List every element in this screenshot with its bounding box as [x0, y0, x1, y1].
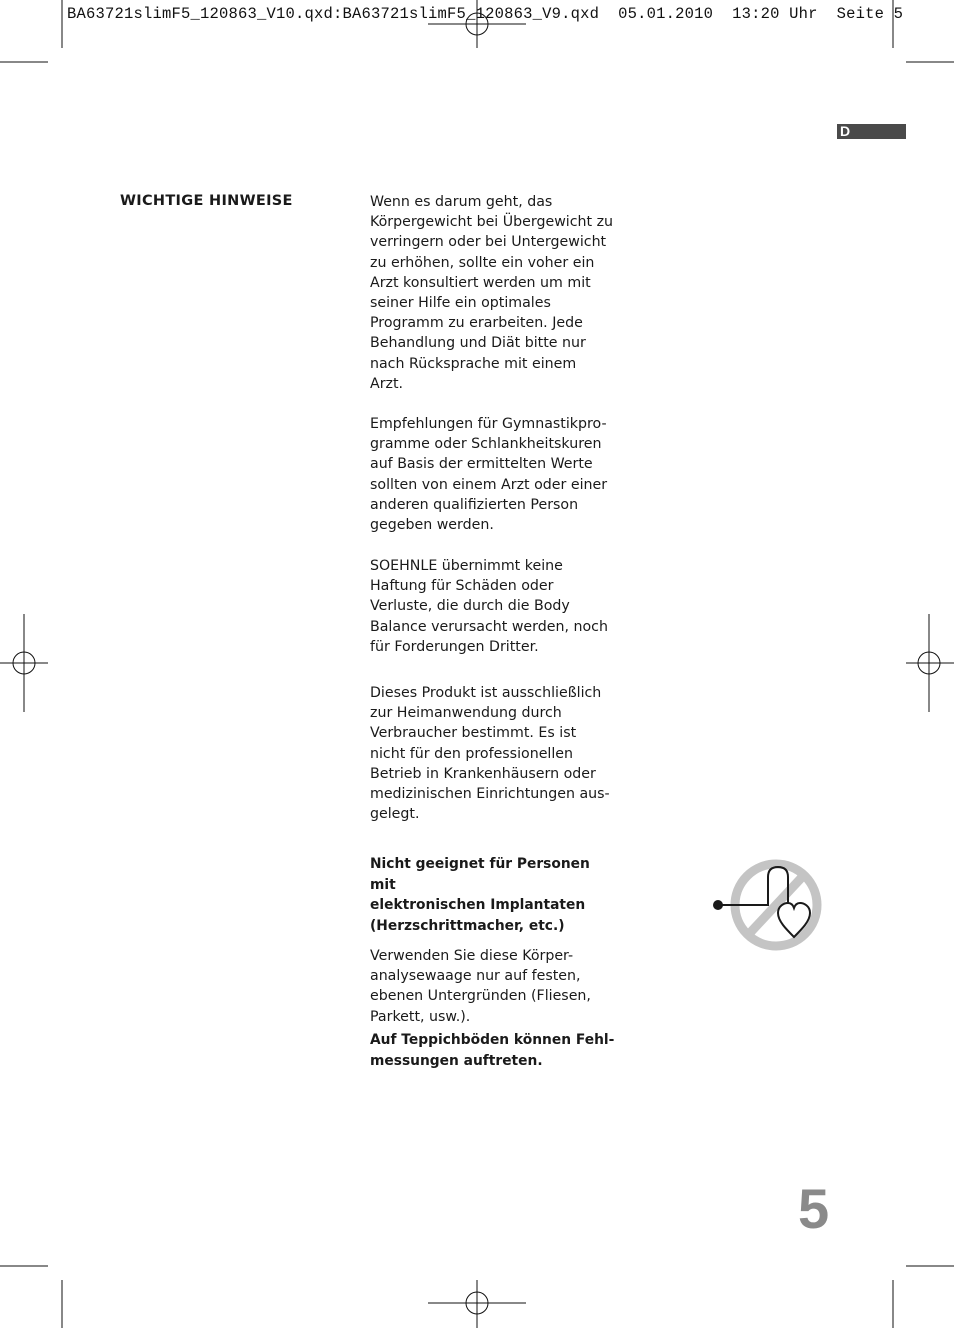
paragraph-carpet-warning: Auf Teppichböden können Fehl- messungen auftreten. — [370, 1032, 615, 1069]
paragraph-exercise-recommendations: Empfehlungen für Gymnastikpro- gramme oder Schlankheitskuren auf Basis der ermittelten Werte sollten von einem Arzt oder einer anderen qualifizierten Person gegeben werden. — [370, 416, 608, 534]
print-slug-line: BA63721slimF5_120863_V10.qxd:BA63721slimF5_120863_V9.qxd 05.01.2010 13:20 Uhr Seite 5 — [67, 5, 904, 23]
paragraph-home-use: Dieses Produkt ist ausschließlich zur Heimanwendung durch Verbraucher bestimmt. Es ist nicht für den professionellen Betrieb in Krankenhäusern oder medizinischen Einrichtungen aus- gelegt. — [370, 685, 610, 823]
paragraph-liability: SOEHNLE übernimmt keine Haftung für Schäden oder Verluste, die durch die Body Balance verursacht werden, noch für Forderungen Dritter. — [370, 558, 608, 655]
page-number: 5 — [798, 1177, 830, 1240]
language-tab: D — [837, 124, 906, 139]
paragraph-implant-warning: Nicht geeignet für Personen mit elektronischen Implantaten (Herzschrittmacher, etc.) — [370, 856, 590, 934]
no-pacemaker-icon — [708, 855, 828, 955]
section-title: WICHTIGE HINWEISE — [120, 193, 293, 209]
paragraph-surface-advice: Verwenden Sie diese Körper- analysewaage nur auf festen, ebenen Untergründen (Fliesen, Parkett, usw.). — [370, 948, 591, 1025]
paragraph-weight-advice: Wenn es darum geht, das Körpergewicht bei Übergewicht zu verringern oder bei Untergewicht zu erhöhen, sollte ein voher ein Arzt konsultiert werden um mit seiner Hilfe ein optimales Programm zu erarbeiten. Jede Behandlung und Diät bitte nur nach Rücksprache mit einem Arzt. — [370, 194, 614, 392]
